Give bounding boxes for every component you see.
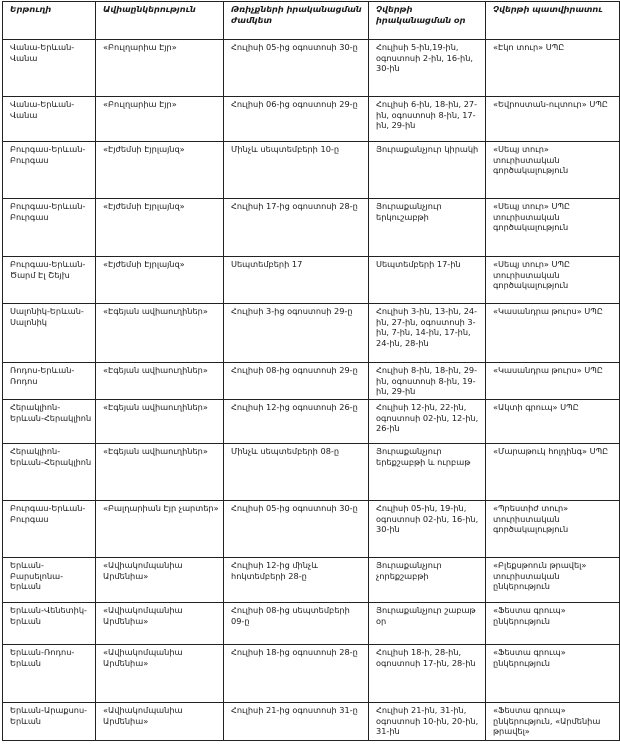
cell-period: Հուլիսի 21-ից օգոստոսի 31-ը [224,703,369,741]
cell-route: Երևան-Վենետիկ-Երևան [3,603,96,645]
cell-customer: «Եվրոստան-ուլտուր» ՍՊԸ [486,97,620,142]
cell-flight-days: Հուլիսի 12-ին, 22-ին, օգոստոսի 02-ին, 12-ին, 26-ին [369,400,486,444]
header-period: Թռիչքների իրականացման ժամկետ [224,2,369,40]
cell-customer: «Ֆեստա գրուպ» ընկերություն [486,603,620,645]
cell-period: Հուլիսի 12-ից մինչև հոկտեմբերի 28-ը [224,558,369,603]
cell-period: Հուլիսի 05-ից օգոստոսի 30-ը [224,40,369,97]
cell-airline: «Ավիակոմպանիա Արմենիա» [96,603,224,645]
cell-period: Հուլիսի 12-ից օգոստոսի 26-ը [224,400,369,444]
cell-route: Հերակլիոն-Երևան-Հերակլիոն [3,400,96,444]
header-row [3,2,620,40]
cell-airline: «Էյժեմսի Էյրլայնզ» [96,142,224,199]
cell-route: Ռոդոս-Երևան-Ռոդոս [3,363,96,400]
cell-route: Վանա-Երևան-Վանա [3,97,96,142]
cell-period: Մինչև սեպտեմբերի 10-ը [224,142,369,199]
cell-period: Հուլիսի 08-ից օգոստոսի 29-ը [224,363,369,400]
cell-flight-days: Սեպտեմբերի 17-ին [369,257,486,304]
cell-airline: «Էգեյան ավիաուղիներ» [96,444,224,501]
cell-period: Սեպտեմբերի 17 [224,257,369,304]
cell-flight-days: Յուրաքանչյուր երկուշաբթի [369,199,486,257]
cell-flight-days: Հուլիսի 6-ին, 18-ին, 27-ին, օգոստոսի 8-ին, 17-ին, 29-ին [369,97,486,142]
cell-period: Հուլիսի 06-ից օգոստոսի 29-ը [224,97,369,142]
table-row [3,304,620,363]
cell-customer: «Սեպյ տուր» ՍՊԸ տուրիստական գործակալություն [486,199,620,257]
cell-airline: «Ավիակոմպանիա Արմենիա» [96,558,224,603]
cell-route: Բուրգաս-Երևան-Բուրգաս [3,501,96,558]
cell-route: Երևան-Արաքսոս-Երևան [3,703,96,741]
header-route: Երթուղի [3,2,96,40]
cell-period: Հուլիսի 05-ից օգոստոսի 30-ը [224,501,369,558]
cell-customer: «Էկո տուր» ՍՊԸ [486,40,620,97]
cell-flight-days: Հուլիսի 18-ի, 28-ին, օգոստոսի 17-ին, 28-ին [369,645,486,703]
cell-airline: «Էյժեմսի Էյրլայնզ» [96,199,224,257]
cell-flight-days: Յուրաքանչյուր շաբաթ օր [369,603,486,645]
cell-route: Վանա-Երևան-Վանա [3,40,96,97]
cell-flight-days: Հուլիսի 05-ին, 19-ին, օգոստոսի 02-ին, 16-ին, 30-ին [369,501,486,558]
charter-flights-table [2,1,620,741]
cell-airline: «Էյժեմսի Էյրլայնզ» [96,257,224,304]
cell-customer: «Կասանդրա թուրս» ՍՊԸ [486,363,620,400]
cell-flight-days: Յուրաքանչյուր կիրակի [369,142,486,199]
table-row [3,97,620,142]
header-flight-days: Չվերթի իրականացման օր [369,2,486,40]
cell-period: Հուլիսի 17-ից օգոստոսի 28-ը [224,199,369,257]
cell-flight-days: Հուլիսի 21-ին, 31-ին, օգոստոսի 10-ին, 20-ին, 31-ին [369,703,486,741]
table-row [3,501,620,558]
cell-customer: «Բլեքսթոուն թրավել» տուրիստական ընկերություն [486,558,620,603]
table-row [3,645,620,703]
cell-flight-days: Հուլիսի 3-ին, 13-ին, 24-ին, 27-ին, օգոստոսի 3-ին, 7-ին, 14-ին, 17-ին, 24-ին, 28-ին [369,304,486,363]
cell-period: Հուլիսի 08-ից սեպտեմբերի 09-ը [224,603,369,645]
cell-airline: «Բալղարիան Էյր չարտեր» [96,501,224,558]
table-row [3,703,620,741]
cell-airline: «Ավիակոմպանիա Արմենիա» [96,645,224,703]
table-row [3,363,620,400]
cell-customer: «Ակտի գրուպ» ՍՊԸ [486,400,620,444]
cell-airline: «Էգեյան ավիաուղիներ» [96,363,224,400]
cell-customer: «Մարաթուկ հոլդինգ» ՍՊԸ [486,444,620,501]
cell-period: Հուլիսի 18-ից օգոստոսի 28-ը [224,645,369,703]
cell-customer: «Ֆեստա գրուպ» ընկերություն, «Արմենիա թրավել» [486,703,620,741]
cell-customer: «Կասանդրա թուրս» ՍՊԸ [486,304,620,363]
cell-period: Մինչև սեպտեմբերի 08-ը [224,444,369,501]
cell-flight-days: Հուլիսի 5-ին,19-ին, օգոստոսի 2-ին, 16-ին, 30-ին [369,40,486,97]
cell-airline: «Էգեյան ավիաուղիներ» [96,400,224,444]
cell-customer: «Սեպյ տուր» ՍՊԸ տուրիստական գործակալություն [486,257,620,304]
cell-route: Երևան-Ռոդոս-Երևան [3,645,96,703]
cell-period: Հուլիսի 3-ից օգոստոսի 29-ը [224,304,369,363]
cell-flight-days: Հուլիսի 8-ին, 18-ին, 29-ին, օգոստոսի 8-ին, 19-ին, 29-ին [369,363,486,400]
table-row [3,400,620,444]
cell-flight-days: Յուրաքանչյուր երեքշաբթի և ուրբաթ [369,444,486,501]
table-row [3,603,620,645]
cell-route: Բուրգաս-Երևան-Բուրգաս [3,142,96,199]
cell-route: Հերակլիոն-Երևան-Հերակլիոն [3,444,96,501]
table-row [3,142,620,199]
cell-customer: «Սեպյ տուր» տուրիստական գործակալություն [486,142,620,199]
cell-route: Բուրգաս-Երևան-Բուրգաս [3,199,96,257]
cell-flight-days: Յուրաքանչյուր չորեքշաբթի [369,558,486,603]
header-airline: Ավիաընկերություն [96,2,224,40]
table-row [3,40,620,97]
table-row [3,444,620,501]
cell-route: Երևան-Բարսելոնա-Երևան [3,558,96,603]
cell-route: Բուրգաս-Երևան-Ծարմ Էլ Շեյխ [3,257,96,304]
table-row [3,199,620,257]
cell-airline: «Բուլղարիա Էյր» [96,40,224,97]
cell-route: Սալոնիկ-Երևան-Սալոնիկ [3,304,96,363]
table-row [3,257,620,304]
cell-airline: «Էգեյան ավիաուղիներ» [96,304,224,363]
table-row [3,558,620,603]
cell-airline: «Ավիակոմպանիա Արմենիա» [96,703,224,741]
cell-airline: «Բուլղարիա Էյր» [96,97,224,142]
cell-customer: «Պրեստիժ տուր» տուրիստական գործակալություն [486,501,620,558]
cell-customer: «Ֆեստա գրուպ» ընկերություն [486,645,620,703]
header-customer: Չվերթի պատվիրատու [486,2,620,40]
